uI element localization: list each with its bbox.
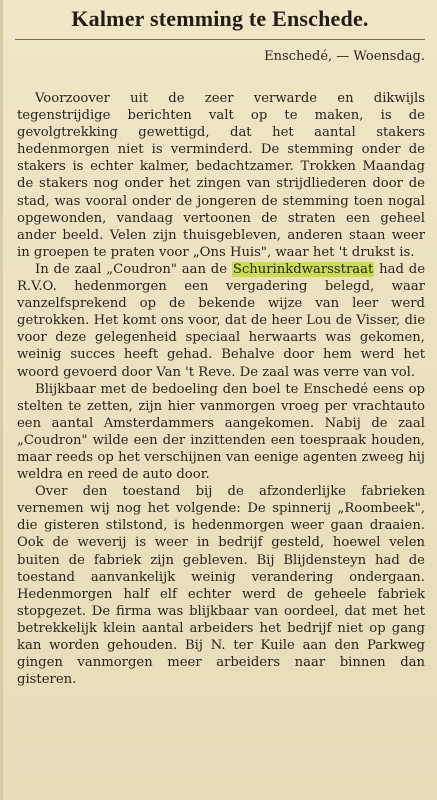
paragraph-4: Over den toestand bij de afzonderlijke fabrieken vernemen wij nog het volgende: De spinnerij „Roombeek", die gisteren stilstond, is hedenmorgen weer gaan draaien. Ook de weverij is weer in bedrijf gesteld, hoewel velen buiten de fabriek zijn gebleven. Bij Blijdensteyn had de toestand aanvankelijk weinig verandering ondergaan. Hedenmorgen half elf echter werd de geheele fabriek stopgezet. De firma was blijkbaar van oordeel, dat met het betrekkelijk klein aantal arbeiders het bedrijf niet op gang kan worden gehouden. Bij N. ter Kuile aan den Parkweg gingen vanmorgen meer arbeiders naar binnen dan gisteren. bbox=[17, 484, 425, 688]
paragraph-1: Voorzoover uit de zeer verwarde en dikwijls tegenstrijdige berichten valt op te maken, is de gevolgtrekking gewettigd, dat het aantal stakers hedenmorgen niet is verminderd. De stemming onder de stakers is echter kalmer, bedachtzamer. Trokken Maandag de stakers nog onder het zingen van strijdliederen door de stad, was vooral onder de jongeren de stemming toen nogal opgewonden, vandaag vertoonen de straten een geheel ander beeld. Velen zijn thuisgebleven, anderen staan weer in groepen te praten voor „Ons Huis", waar het 't drukst is. bbox=[17, 91, 425, 260]
paragraph-2 bbox=[17, 261, 425, 381]
dateline: Enschedé, — Woensdag. bbox=[264, 49, 425, 64]
paragraph-2-rest: had de R.V.O. hedenmorgen een vergadering belegd, waar vanzelfsprekend op de bekende wijze van leer werd getrokken. Het komt ons voor, dat de heer Lou de Visser, die voor deze gelegenheid speciaal herwaarts was gekomen, weinig succes heeft gehad. Behalve door hem werd het woord gevoerd door Van 't Reve. De zaal was verre van vol. bbox=[17, 261, 425, 380]
article-body bbox=[3, 64, 437, 688]
paragraph-3: Blijkbaar met de bedoeling den boel te Enschedé eens op stelten te zetten, zijn hier vanmorgen vroeg per vrachtauto een aantal Amsterdammers aangekomen. Nabij de zaal „Coudron" wilde een der inzittenden een toespraak houden, maar reeds op het verschijnen van eenige agenten zweeg hij weldra en reed de auto door. bbox=[17, 381, 425, 483]
headline: Kalmer stemming te Enschede. bbox=[71, 6, 369, 31]
paragraph-2-start: In de zaal „Coudron" aan de bbox=[35, 261, 232, 277]
highlighted-street-name: Schurinkdwarsstraat bbox=[232, 261, 374, 277]
